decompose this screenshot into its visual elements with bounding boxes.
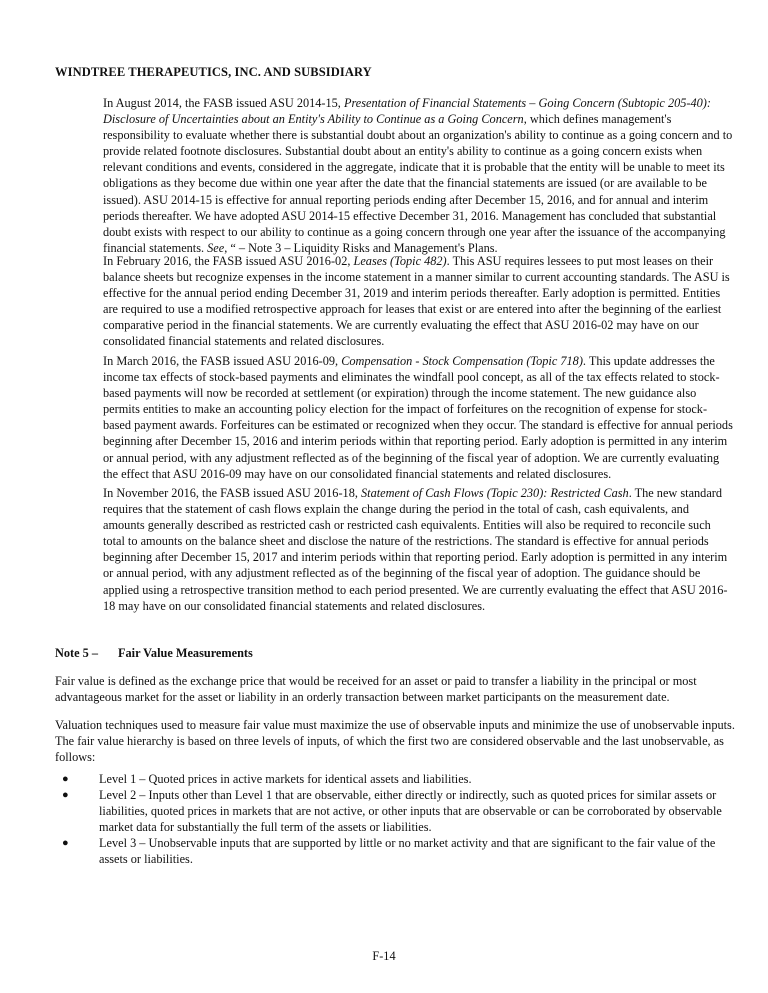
fair-value-definition <box>55 673 735 705</box>
list-item <box>55 787 735 835</box>
paragraph-text: In November 2016, the FASB issued ASU 2016-18, <box>103 486 361 500</box>
note-title: Fair Value Measurements <box>118 646 253 660</box>
bullet-icon: ● <box>62 837 69 850</box>
paragraph-text: In March 2016, the FASB issued ASU 2016-09, <box>103 354 342 368</box>
standard-title: Leases (Topic 482) <box>353 254 447 268</box>
paragraph-text: . This ASU requires lessees to put most leases on their balance sheets but recognize expenses in the income statement in a manner similar to current accounting standards. The ASU is effective for the annual period ending December 31, 2019 and interim periods thereafter. Early adoption is permitted. Entities are required to use a modified retrospective approach for leases that exist or are entered into after the beginning of the earliest comparative period in the financial statements. We are currently evaluating the effect that ASU 2016-02 may have on our consolidated financial statements and related disclosures. <box>103 254 730 349</box>
standard-title: Compensation - Stock Compensation (Topic 718) <box>341 354 583 368</box>
paragraph-text: Valuation techniques used to measure fair value must maximize the use of observable inputs and minimize the use of unobservable inputs. The fair value hierarchy is based on three levels of inputs, of which the first two are considered observable and the last unobservable, as follows: <box>55 718 735 765</box>
level-text: Level 3 – Unobservable inputs that are supported by little or no market activity and that are significant to the fair value of the assets or liabilities. <box>99 836 716 867</box>
paragraph-asu-2016-09 <box>103 353 733 482</box>
level-text: Level 2 – Inputs other than Level 1 that are observable, either directly or indirectly, such as quoted prices for similar assets or liabilities, quoted prices in markets that are not active, or other inputs that are observable or can be corroborated by observable market data for substantially the full term of the assets or liabilities. <box>99 788 722 835</box>
standard-title: Statement of Cash Flows (Topic 230): Restricted Cash <box>361 486 629 500</box>
list-item <box>55 771 735 787</box>
paragraph-asu-2014-15 <box>103 95 733 256</box>
see-reference: See <box>207 240 225 255</box>
bullet-icon: ● <box>62 773 69 785</box>
paragraph-text: In August 2014, the FASB issued ASU 2014-15, <box>103 96 344 110</box>
paragraph-text: . The new standard requires that the statement of cash flows explain the change during the period in the total of cash, cash equivalents, and amounts generally described as restricted cash or restricted cash equivalents. Entities will also be required to reconcile such total to amounts on the balance sheet and disclose the nature of the restrictions. The standard is effective for annual periods beginning after December 15, 2017 and interim periods within that reporting period. Early adoption is permitted in any interim or annual period, with any adjustment reflected as of the beginning of the fiscal year of adoption. The guidance should be applied using a retrospective transition method to each period presented. We are currently evaluating the effect that ASU 2016-18 may have on our consolidated financial statements and related disclosures. <box>103 486 728 613</box>
paragraph-text: , which defines management's responsibility to evaluate whether there is substantial doubt about an organization's ability to continue as a going concern and to provide related footnote disclosures. Substantial doubt about an entity's ability to continue as a going concern exists when relevant conditions and events, considered in the aggregate, indicate that it is probable that the entity will be unable to meet its obligations as they become due within one year after the date that the financial statements are issued (or are available to be issued). ASU 2014-15 is effective for annual reporting periods ending after December 15, 2016, and for annual and interim periods thereafter. We have adopted ASU 2014-15 effective December 31, 2016. Management has concluded that substantial doubt exists with respect to our ability to continue as a going concern through one year after the issuance of the accompanying financial statements. <box>103 112 733 255</box>
level-text: Level 1 – Quoted prices in active markets for identical assets and liabilities. <box>99 772 472 786</box>
paragraph-asu-2016-02 <box>103 253 733 350</box>
page-number: F-14 <box>372 949 396 963</box>
note-heading <box>55 645 253 661</box>
paragraph-asu-2016-18 <box>103 485 733 614</box>
paragraph-text: , “ – Note 3 – Liquidity Risks and Management's Plans. <box>224 240 498 255</box>
paragraph-text: In February 2016, the FASB issued ASU 2016-02, <box>103 254 354 268</box>
fair-value-levels-list <box>55 771 735 868</box>
valuation-techniques <box>55 717 735 765</box>
paragraph-text: . This update addresses the income tax effects of stock-based payments and eliminates the windfall pool concept, as all of the tax effects related to stock-based payments will now be recorded at settlement (or expiration) through the income statement. The new guidance also permits entities to make an accounting policy election for the impact of forfeitures on the recognition of expense for stock-based payment awards. Forfeitures can be estimated or recognized when they occur. The standard is effective for annual periods beginning after December 15, 2016 and interim periods within that reporting period. Early adoption is permitted in any interim or annual period, with any adjustment reflected as of the beginning of the fiscal year of adoption. We are currently evaluating the effect that ASU 2016-09 may have on our consolidated financial statements and related disclosures. <box>103 354 733 481</box>
bullet-icon: ● <box>62 789 69 802</box>
paragraph-text: Fair value is defined as the exchange price that would be received for an asset or paid to transfer a liability in the principal or most advantageous market for the asset or liability in an orderly transaction between market participants on the measurement date. <box>55 674 697 705</box>
company-header: WINDTREE THERAPEUTICS, INC. AND SUBSIDIARY <box>55 65 372 79</box>
note-number: Note 5 – <box>55 646 99 660</box>
list-item <box>55 835 735 867</box>
standard-title: Presentation of Financial Statements – Going Concern (Subtopic 205-40): Disclosure of Uncertainties about an Entity's Ability to Continue as a Going Concern <box>103 96 711 127</box>
